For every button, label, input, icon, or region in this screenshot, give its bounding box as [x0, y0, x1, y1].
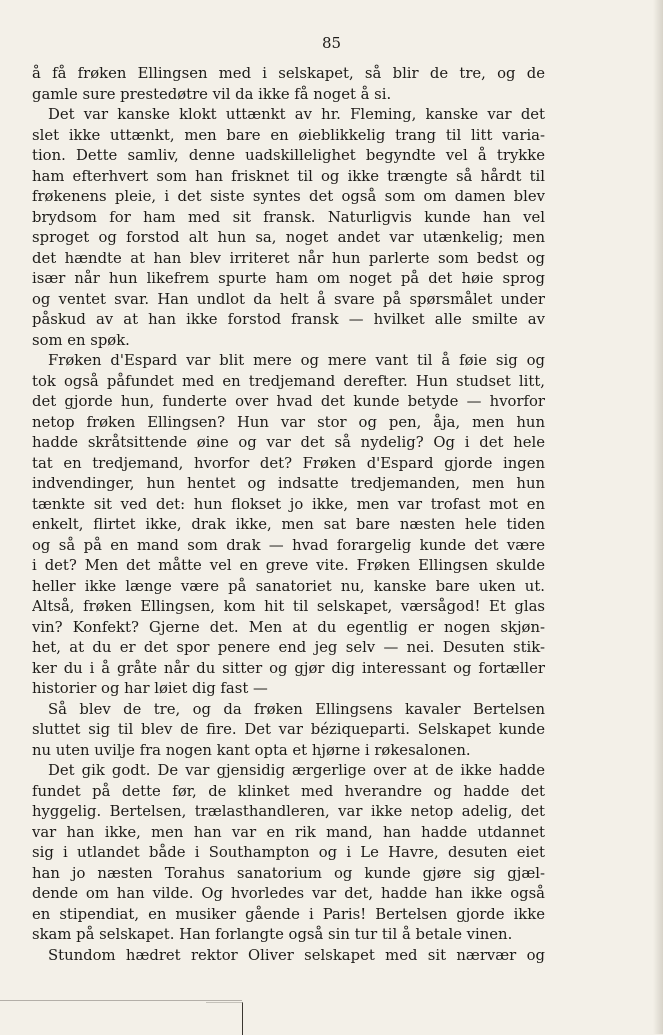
text-line: det gjorde hun, funderte over hvad det kunde betyde — hvorfor: [32, 393, 545, 410]
text-line: Det var kanske klokt uttænkt av hr. Fleming, kanske var det: [48, 106, 545, 123]
text-line: især når hun likefrem spurte ham om noget på det høie sprog: [32, 270, 545, 287]
page-edge-shadow: [653, 0, 663, 1034]
text-line: Altså, frøken Ellingsen, kom hit til selskapet, værsågod! Et glas: [32, 598, 545, 615]
text-line: slet ikke uttænkt, men bare en øieblikkelig trang til litt varia-: [32, 126, 545, 144]
text-line: brydsom for ham med sit fransk. Naturligvis kunde han vel: [32, 208, 545, 226]
text-line: tænkte sit ved det: hun flokset jo ikke, men var trofast mot en: [32, 495, 545, 513]
bottom-rule: [0, 1000, 242, 1001]
text-line: Det gik godt. De var gjensidig ærgerlige over at de ikke hadde: [48, 762, 545, 779]
text-line: fundet på dette før, de klinket med hverandre og hadde det: [32, 782, 545, 800]
text-line: tok også påfundet med en tredjemand derefter. Hun studset litt,: [32, 372, 545, 390]
text-line: frøkenens pleie, i det siste syntes det også som om damen blev: [32, 188, 545, 205]
text-line: å få frøken Ellingsen med i selskapet, så blir de tre, og de: [32, 65, 545, 82]
text-line: het, at du er det spor penere end jeg selv — nei. Desuten stik-: [32, 639, 545, 656]
text-line: enkelt, flirtet ikke, drak ikke, men sat bare næsten hele tiden: [32, 516, 545, 533]
text-line: dende om han vilde. Og hvorledes var det, hadde han ikke også: [32, 885, 545, 902]
page-number: 85: [321, 34, 342, 52]
text-line: hyggelig. Bertelsen, trælasthandleren, var ikke netop adelig, det: [32, 803, 545, 820]
body-text: [32, 64, 545, 966]
text-line: sluttet sig til blev de fire. Det var béziqueparti. Selskapet kunde: [32, 721, 545, 738]
text-line: netop frøken Ellingsen? Hun var stor og pen, åja, men hun: [32, 413, 545, 431]
text-line: det hændte at han blev irriteret når hun parlerte som bedst og: [32, 249, 545, 267]
text-line: han jo næsten Torahus sanatorium og kunde gjøre sig gjæl-: [32, 864, 545, 882]
text-line: var han ikke, men han var en rik mand, han hadde utdannet: [32, 823, 545, 841]
text-line: hadde skråtsittende øine og var det så nydelig? Og i det hele: [32, 434, 545, 451]
bottom-bracket-mark: [206, 1002, 243, 1035]
text-line: i det? Men det måtte vel en greve vite. Frøken Ellingsen skulde: [32, 557, 545, 574]
text-line: ham efterhvert som han frisknet til og ikke trængte så hårdt til: [32, 167, 545, 185]
text-line: indvendinger, hun hentet og indsatte tredjemanden, men hun: [32, 475, 545, 492]
text-line: skam på selskapet. Han forlangte også sin tur til å betale vinen.: [32, 926, 513, 943]
text-line: historier og har løiet dig fast —: [32, 680, 268, 697]
text-line: sproget og forstod alt hun sa, noget andet var utænkelig; men: [32, 229, 545, 246]
text-line: og ventet svar. Han undlot da helt å svare på spørsmålet under: [32, 290, 545, 308]
text-line: en stipendiat, en musiker gående i Paris! Bertelsen gjorde ikke: [32, 905, 545, 923]
text-line: som en spøk.: [32, 331, 130, 349]
text-line: ker du i å gråte når du sitter og gjør dig interessant og fortæller: [32, 659, 545, 677]
text-line: gamle sure prestedøtre vil da ikke få noget å si.: [32, 85, 392, 103]
text-line: sig i utlandet både i Southampton og i Le Havre, desuten eiet: [32, 844, 545, 861]
text-line: Så blev de tre, og da frøken Ellingsens kavaler Bertelsen: [48, 700, 545, 718]
text-line: nu uten uvilje fra nogen kant opta et hjørne i røkesalonen.: [32, 741, 471, 759]
text-line: vin? Konfekt? Gjerne det. Men at du egentlig er nogen skjøn-: [32, 618, 545, 636]
text-line: Frøken d'Espard var blit mere og mere vant til å føie sig og: [48, 352, 545, 369]
text-line: tion. Dette samliv, denne uadskillelighet begyndte vel å trykke: [32, 147, 545, 164]
text-line: heller ikke længe være på sanatoriet nu, kanske bare uken ut.: [32, 577, 545, 595]
text-line: og så på en mand som drak — hvad forargelig kunde det være: [32, 536, 545, 554]
text-line: Stundom hædret rektor Oliver selskapet med sit nærvær og: [48, 946, 545, 964]
text-line: tat en tredjemand, hvorfor det? Frøken d'Espard gjorde ingen: [32, 454, 545, 472]
text-line: påskud av at han ikke forstod fransk — hvilket alle smilte av: [32, 311, 545, 328]
